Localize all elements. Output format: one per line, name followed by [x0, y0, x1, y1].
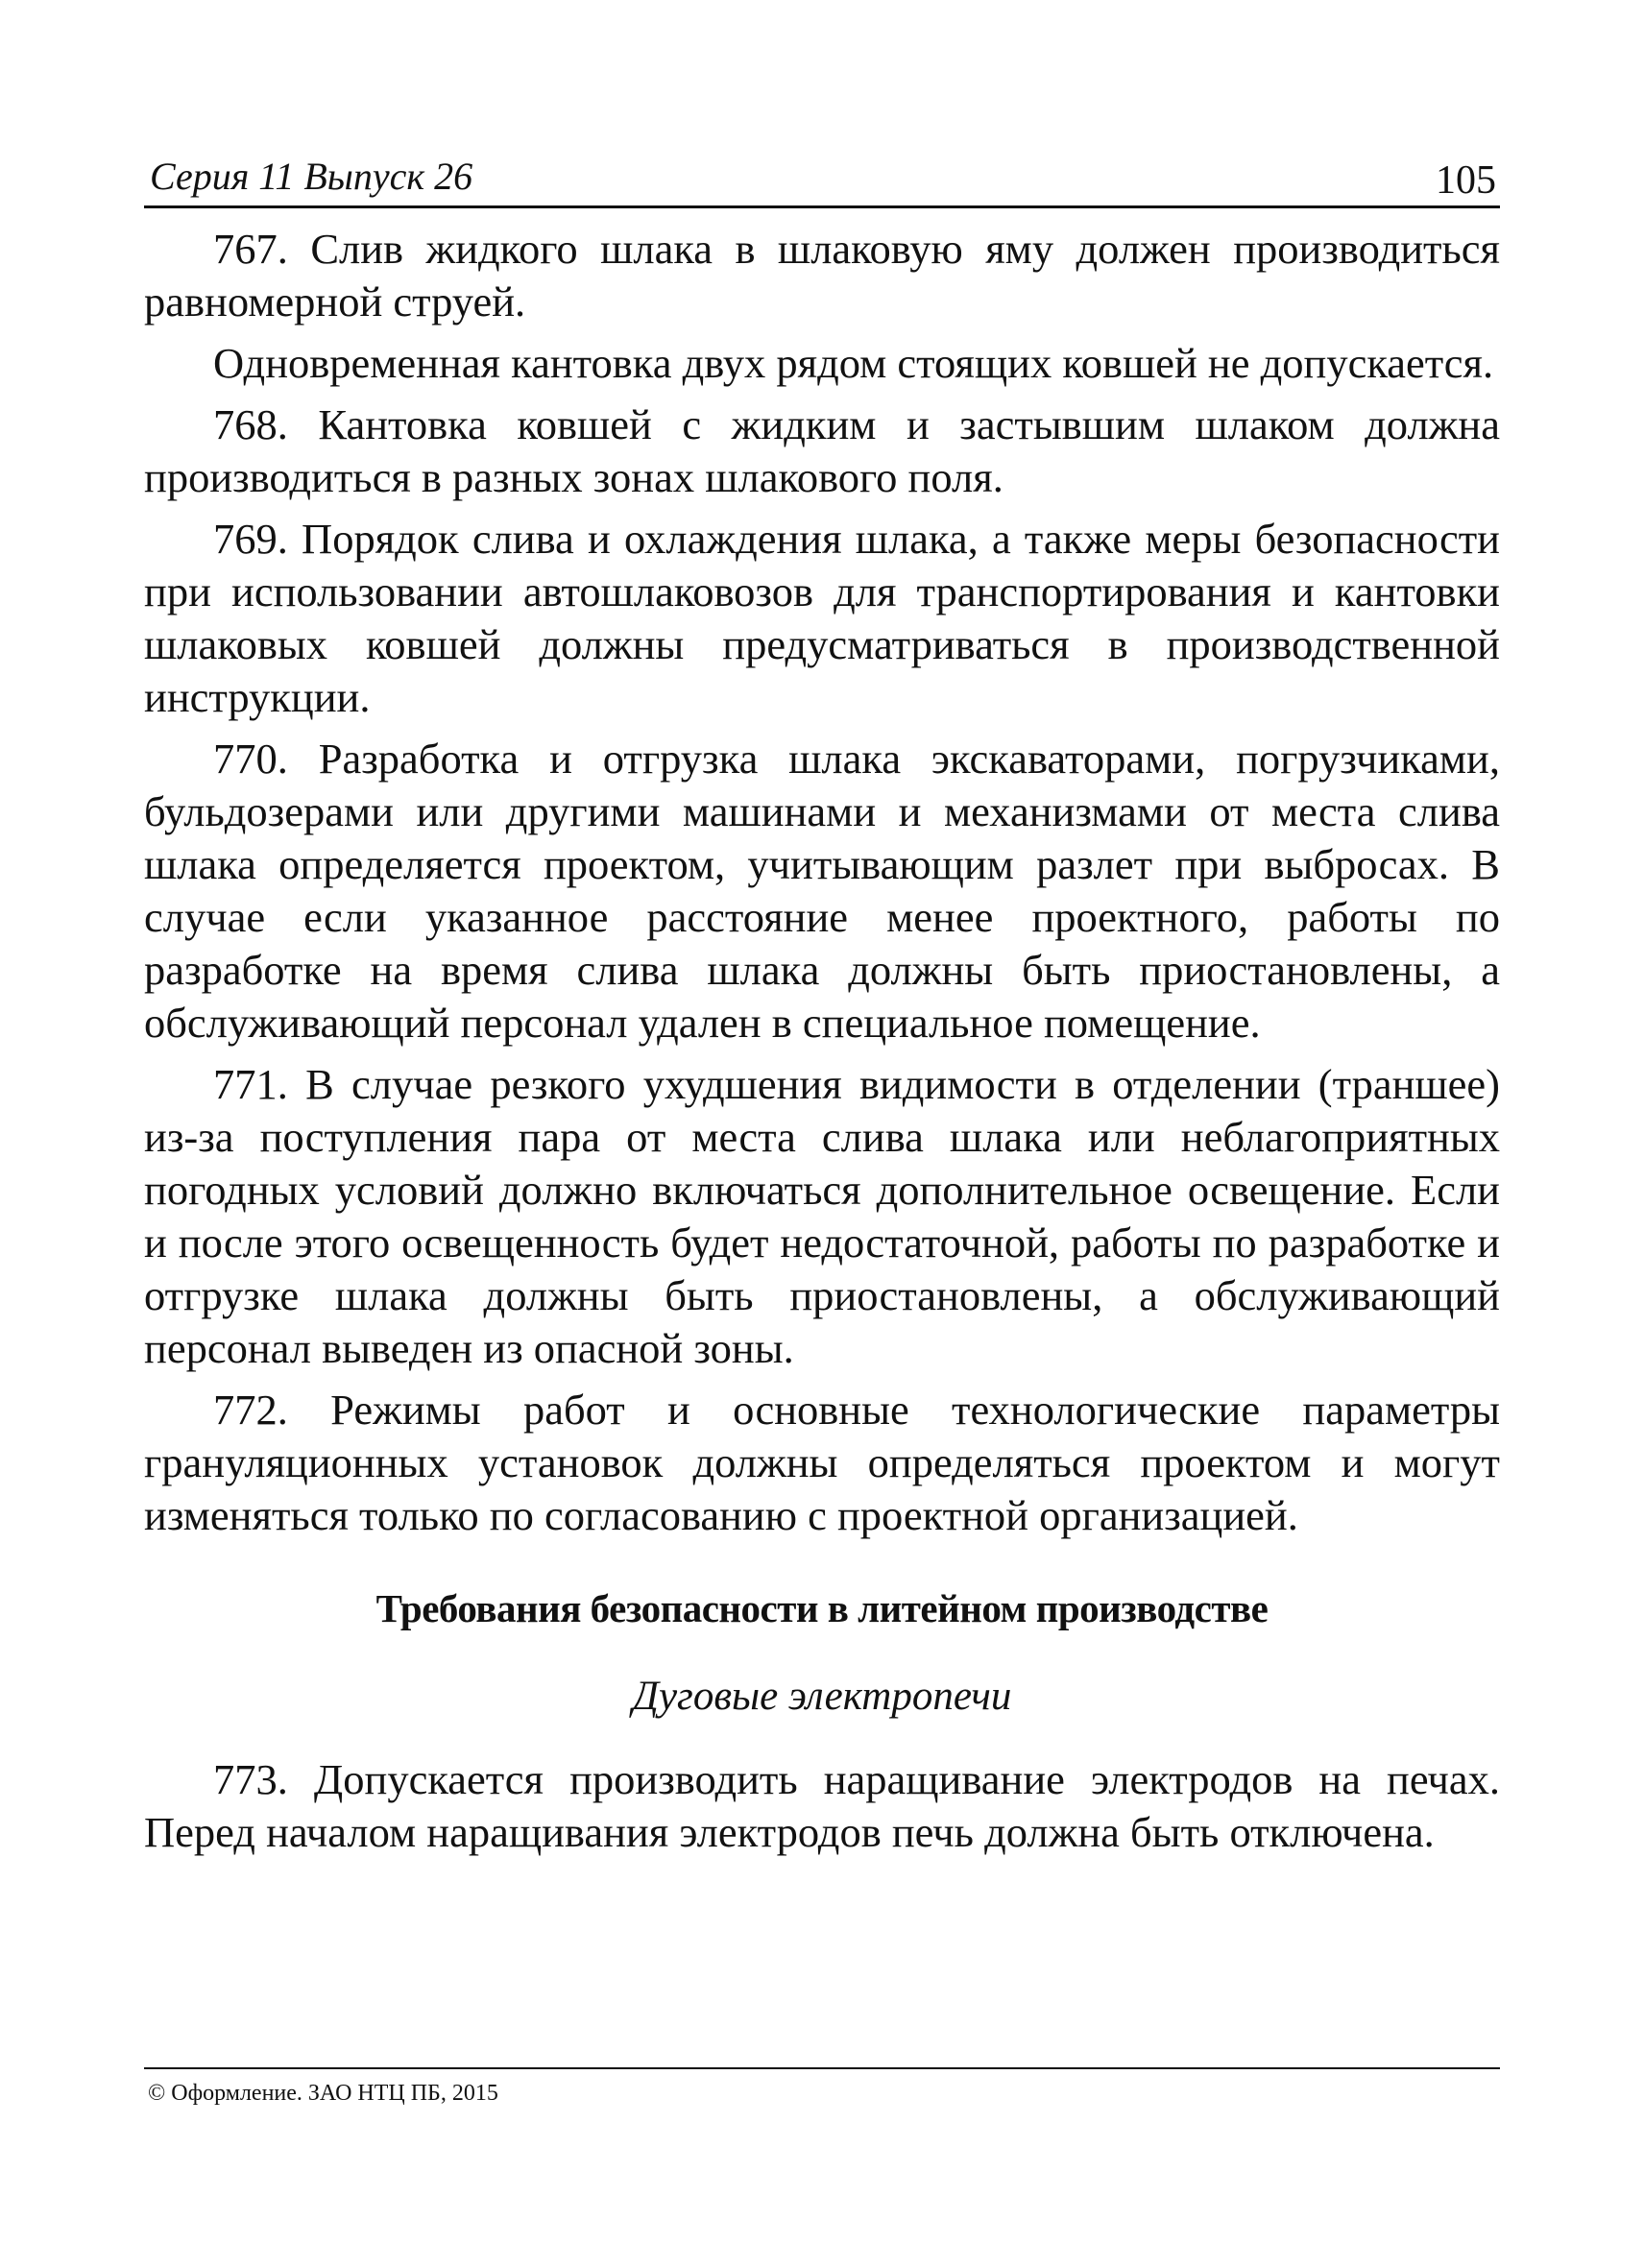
- series-title: Серия 11 Выпуск 26: [150, 155, 473, 198]
- paragraph-768: 768. Кантовка ковшей с жидким и застывшим шлаком должна производиться в разных зонах шлакового поля.: [144, 400, 1500, 501]
- paragraph-773: 773. Допускается производить наращивание электродов на печах. Перед началом наращивания электродов печь должна быть отключена.: [144, 1755, 1500, 1856]
- paragraph-767: 767. Слив жидкого шлака в шлаковую яму должен производиться равномерной струей.: [144, 225, 1500, 326]
- paragraph-772: 772. Режимы работ и основные технологические параметры грануляционных установок должны определяться проектом и могут изменяться только по согласованию с проектной организацией.: [144, 1386, 1500, 1539]
- paragraph-770: 770. Разработка и отгрузка шлака экскаваторами, погрузчиками, бульдозерами или другими машинами и механизмами от места слива шлака определяется проектом, учитывающим разлет при выбросах. В случае если указанное расстояние менее проектного, работы по разработке на время слива шлака должны быть приостановлены, а обслуживающий персонал удален в специальное помещение.: [144, 735, 1500, 1047]
- section-heading: Требования безопасности в литейном производстве: [375, 1586, 1269, 1630]
- paragraph-771: 771. В случае резкого ухудшения видимости в отделении (траншее) из-за поступления пара от места слива шлака или неблагоприятных погодных условий должно включаться дополнительное освещение. Если и после этого освещенность будет недостаточной, работы по разработке и отгрузке шлака должны быть приостановлены, а обслуживающий персонал выведен из опасной зоны.: [144, 1060, 1500, 1372]
- subsection-heading: Дуговые электропечи: [632, 1674, 1012, 1719]
- page-footer: [144, 2067, 1500, 2107]
- paragraph-769: 769. Порядок слива и охлаждения шлака, а также меры безопасности при использовании автошлаковозов для транспортирования и кантовки шлаковых ковшей должны предусматриваться в производственной инструкции.: [144, 515, 1500, 721]
- body-text: [144, 223, 1500, 1868]
- copyright-notice: © Оформление. ЗАО НТЦ ПБ, 2015: [148, 2081, 498, 2106]
- paragraph-767-note: Одновременная кантовка двух рядом стоящих ковшей не допускается.: [213, 339, 1494, 387]
- page-number: 105: [1436, 158, 1496, 203]
- running-header: [144, 152, 1500, 208]
